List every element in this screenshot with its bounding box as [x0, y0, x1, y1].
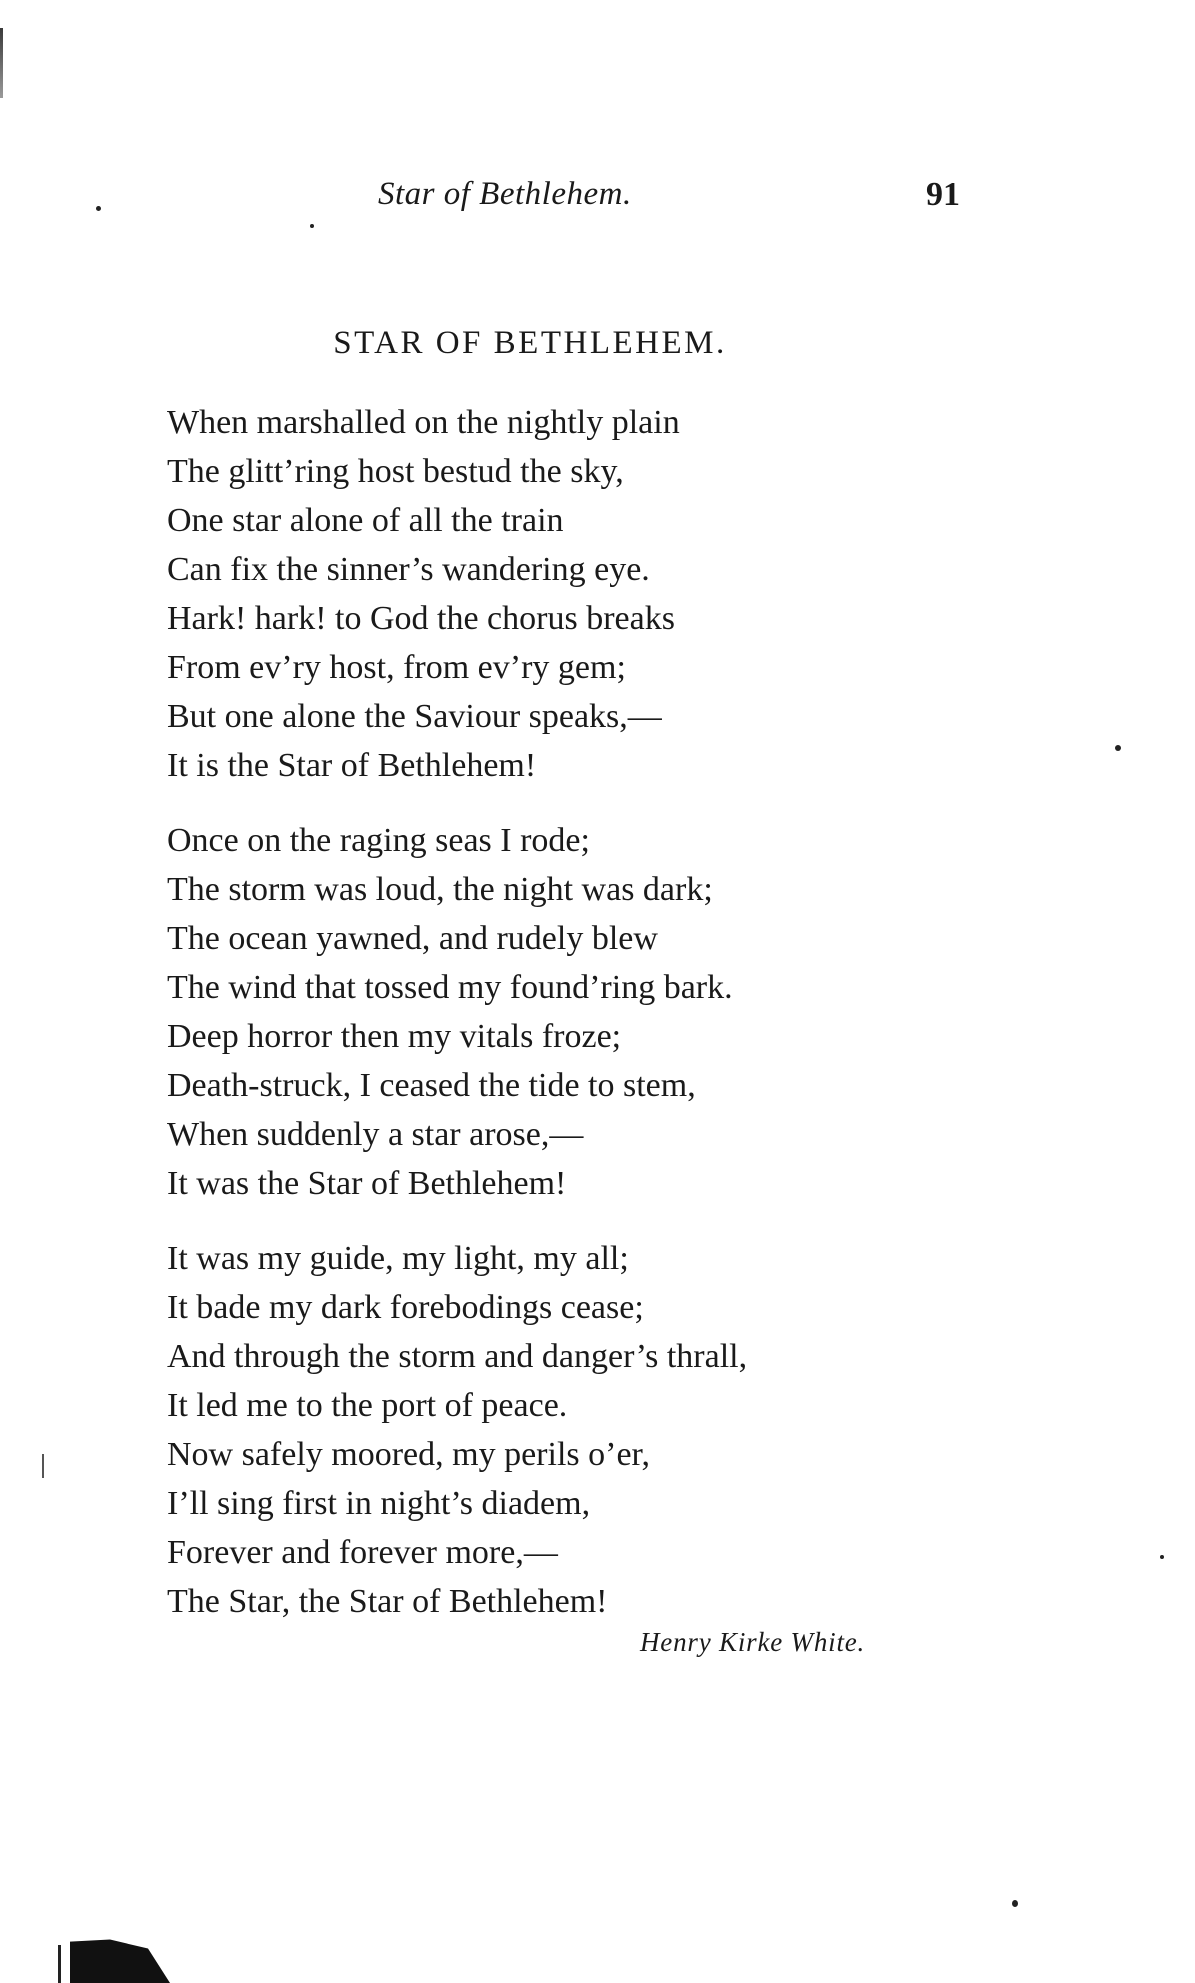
poem-body	[167, 398, 1067, 1652]
scan-edge-mark	[58, 1945, 61, 1983]
poem-line: It led me to the port of peace.	[167, 1387, 568, 1424]
scan-speck	[1115, 745, 1121, 751]
margin-mark	[42, 1454, 44, 1478]
scan-edge-mark	[0, 28, 3, 98]
poem-line: The storm was loud, the night was dark;	[167, 871, 713, 908]
poem-line: It bade my dark forebodings cease;	[167, 1289, 644, 1326]
poem-line: From ev’ry host, from ev’ry gem;	[167, 649, 626, 686]
poem-line: The wind that tossed my found’ring bark.	[167, 969, 733, 1006]
scan-speck	[1160, 1555, 1164, 1559]
poem-line: When marshalled on the nightly plain	[167, 404, 680, 441]
poem-line: The glitt’ring host bestud the sky,	[167, 453, 624, 490]
poem-line: Once on the raging seas I rode;	[167, 822, 590, 859]
poem-line: It was the Star of Bethlehem!	[167, 1165, 567, 1202]
poem-line: It is the Star of Bethlehem!	[167, 747, 537, 784]
poem-line: It was my guide, my light, my all;	[167, 1240, 629, 1277]
poem-line: Now safely moored, my perils o’er,	[167, 1436, 651, 1473]
poem-line: Death-struck, I ceased the tide to stem,	[167, 1067, 696, 1104]
poem-line: And through the storm and danger’s thrall,	[167, 1338, 748, 1375]
poem-line: The ocean yawned, and rudely blew	[167, 920, 658, 957]
stanza-2	[167, 816, 1067, 1208]
stanza-1	[167, 398, 1067, 790]
poem-line: Deep horror then my vitals froze;	[167, 1018, 622, 1055]
poem-title: STAR OF BETHLEHEM.	[333, 325, 727, 361]
page-number: 91	[926, 176, 960, 213]
running-head	[0, 176, 1195, 220]
poem-line: But one alone the Saviour speaks,—	[167, 698, 662, 735]
poem-line: Can fix the sinner’s wandering eye.	[167, 551, 650, 588]
poem-line: One star alone of all the train	[167, 502, 564, 539]
poem-line: The Star, the Star of Bethlehem!	[167, 1583, 608, 1620]
poem-line: When suddenly a star arose,—	[167, 1116, 584, 1153]
scan-speck	[1012, 1900, 1018, 1907]
running-title: Star of Bethlehem.	[378, 176, 632, 212]
stanza-3	[167, 1234, 1067, 1626]
poem-line: Forever and forever more,—	[167, 1534, 558, 1571]
scan-speck	[310, 224, 314, 228]
poem-line: I’ll sing first in night’s diadem,	[167, 1485, 591, 1522]
poem-line: Hark! hark! to God the chorus breaks	[167, 600, 675, 637]
scan-blot	[70, 1930, 170, 1983]
poem-attribution: Henry Kirke White.	[640, 1627, 866, 1657]
